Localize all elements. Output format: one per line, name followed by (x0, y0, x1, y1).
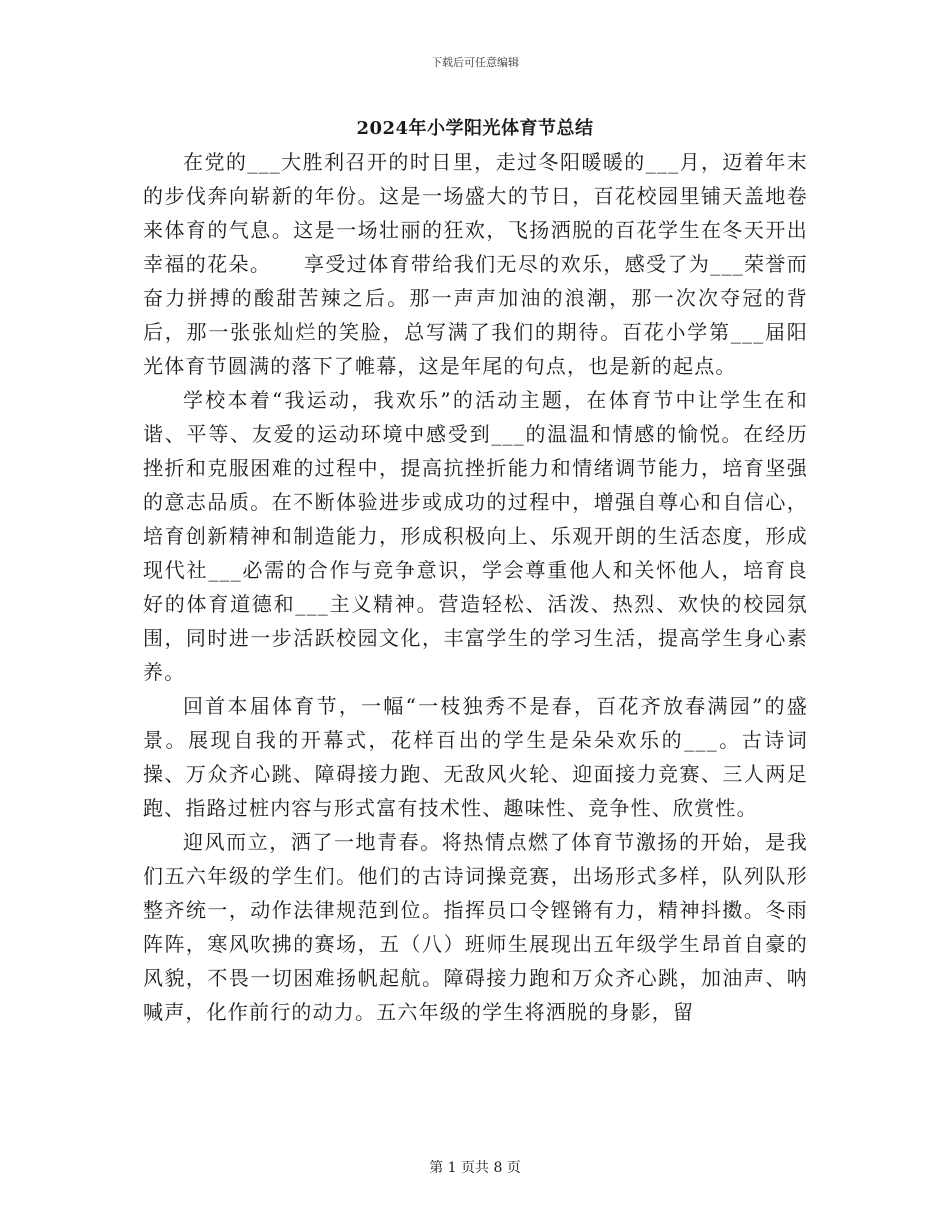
paragraph-4: 迎风而立，洒了一地青春。将热情点燃了体育节激扬的开始，是我们五六年级的学生们。他们的古诗词操竞赛，出场形式多样，队列队形整齐统一，动作法律规范到位。指挥员口令铿锵有力，精神抖擞。冬雨阵阵，寒风吹拂的赛场，五（八）班师生展现出五年级学生昂首自豪的风貌，不畏一切困难扬帆起航。障碍接力跑和万众齐心跳，加油声、呐喊声，化作前行的动力。五六年级的学生将洒脱的身影，留 (143, 830, 808, 1024)
paragraph-3: 回首本届体育节，一幅“一枝独秀不是春，百花齐放春满园”的盛景。展现自我的开幕式，花样百出的学生是朵朵欢乐的___。古诗词操、万众齐心跳、障碍接力跑、无敌风火轮、迎面接力竞赛、三人两足跑、指路过桩内容与形式富有技术性、趣味性、竞争性、欣赏性。 (143, 694, 808, 820)
document-title: 2024年小学阳光体育节总结 (356, 118, 594, 139)
paragraph-1: 在党的___大胜利召开的时日里，走过冬阳暖暖的___月，迈着年末的步伐奔向崭新的年份。这是一场盛大的节日，百花校园里铺天盖地卷来体育的气息。这是一场壮丽的狂欢，飞扬洒脱的百花学生在冬天开出幸福的花朵。 享受过体育带给我们无尽的欢乐，感受了为___荣誉而奋力拼搏的酸甜苦辣之后。那一声声加油的浪潮，那一次次夺冠的背后，那一张张灿烂的笑脸，总写满了我们的期待。百花小学第___届阳光体育节圆满的落下了帷幕，这是年尾的句点，也是新的起点。 (143, 150, 808, 378)
paragraph-2: 学校本着“我运动，我欢乐”的活动主题，在体育节中让学生在和谐、平等、友爱的运动环境中感受到___的温温和情感的愉悦。在经历挫折和克服困难的过程中，提高抗挫折能力和情绪调节能力，培育坚强的意志品质。在不断体验进步或成功的过程中，增强自尊心和自信心，培育创新精神和制造能力，形成积极向上、乐观开朗的生活态度，形成现代社___必需的合作与竞争意识，学会尊重他人和关怀他人，培育良好的体育道德和___主义精神。营造轻松、活泼、热烈、欢快的校园氛围，同时进一步活跃校园文化，丰富学生的学习生活，提高学生身心素养。 (143, 388, 808, 684)
header-note: 下载后可任意编辑 (431, 56, 519, 69)
document-body (143, 145, 808, 1029)
page-number-footer: 第 1 页共 8 页 (429, 1160, 521, 1176)
